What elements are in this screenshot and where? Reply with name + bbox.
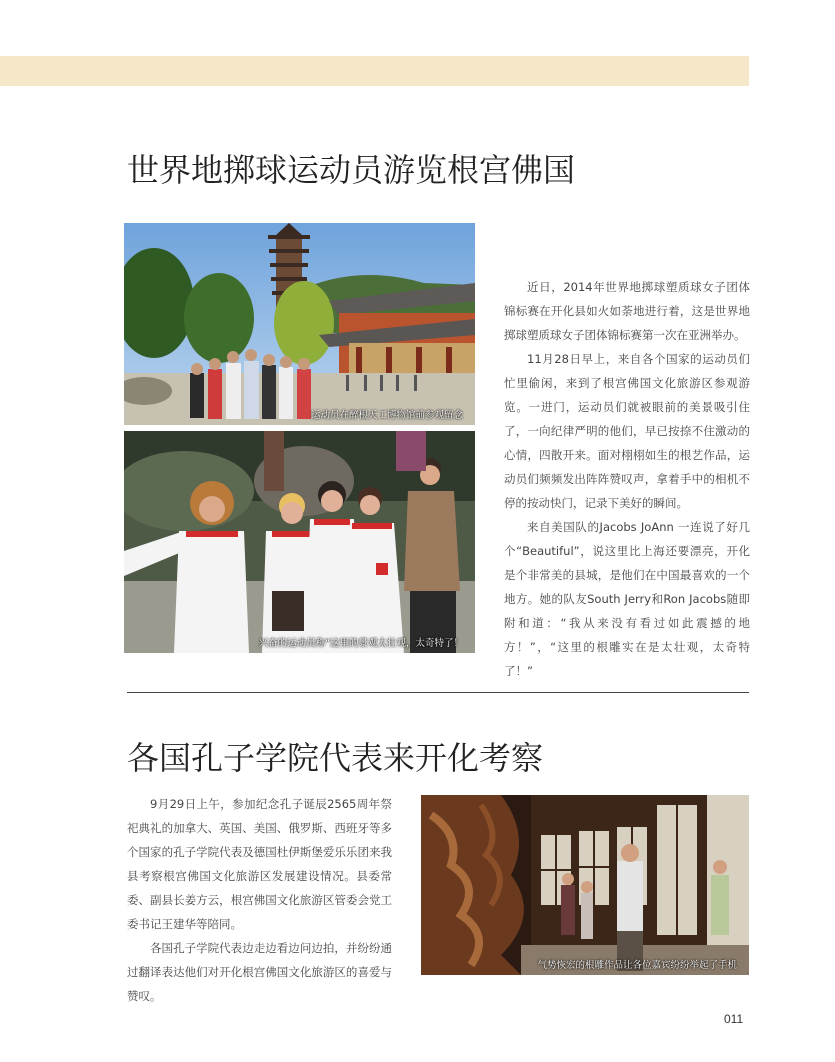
header-band <box>0 56 749 86</box>
article1-photo-2 <box>124 431 475 653</box>
article1-paragraph: 来自美国队的Jacobs JoAnn 一连说了好几个“Beautiful”，说这里比上海还要漂亮，开化是个非常美的县城，是他们在中国最喜欢的一个地方。她的队友South Jerry和Ron Jacobs随即附和道：“我从来没有看过如此震撼的地方！”，“这里的根雕实在是太壮观，太奇特了！” <box>504 520 750 678</box>
photo-caption: 气势恢宏的根雕作品让各位嘉宾纷纷举起了手机 <box>537 960 737 971</box>
article1-title: 世界地掷球运动员游览根宫佛国 <box>127 151 576 189</box>
article2-photo <box>421 795 749 975</box>
article1-body <box>504 275 750 683</box>
section-divider <box>127 692 749 693</box>
page-number: 011 <box>724 1012 744 1026</box>
photo-caption: 兴奋的运动员称“这里的景观太壮观，太奇特了！ <box>258 638 463 649</box>
photo-caption: 运动员在醉根天工博物馆前参观留念 <box>310 410 463 421</box>
article2-paragraph: 9月29日上午，参加纪念孔子诞辰2565周年祭祀典礼的加拿大、英国、美国、俄罗斯、西班牙等多个国家的孔子学院代表及德国杜伊斯堡爱乐乐团来我县考察根宫佛国文化旅游区发展建设情况。县委常委、副县长姜方云，根宫佛国文化旅游区管委会党工委书记王建华等陪同。 <box>127 797 392 931</box>
article2-body <box>127 792 392 1008</box>
article2-paragraph: 各国孔子学院代表边走边看边问边拍，并纷纷通过翻译表达他们对开化根宫佛国文化旅游区的喜爱与赞叹。 <box>127 941 392 1003</box>
article2-title: 各国孔子学院代表来开化考察 <box>127 739 544 777</box>
article1-paragraph: 11月28日早上，来自各个国家的运动员们忙里偷闲，来到了根宫佛国文化旅游区参观游览。一进门，运动员们就被眼前的美景吸引住了，一向纪律严明的他们，早已按捺不住激动的心情，四散开来。面对栩栩如生的根艺作品，运动员们频频发出阵阵赞叹声，拿着手中的相机不停的按动快门，记录下美好的瞬间。 <box>504 352 750 510</box>
article1-paragraph: 近日，2014年世界地掷球塑质球女子团体锦标赛在开化县如火如荼地进行着，这是世界地掷球塑质球女子团体锦标赛第一次在亚洲举办。 <box>504 280 750 342</box>
article1-photo-1 <box>124 223 475 425</box>
